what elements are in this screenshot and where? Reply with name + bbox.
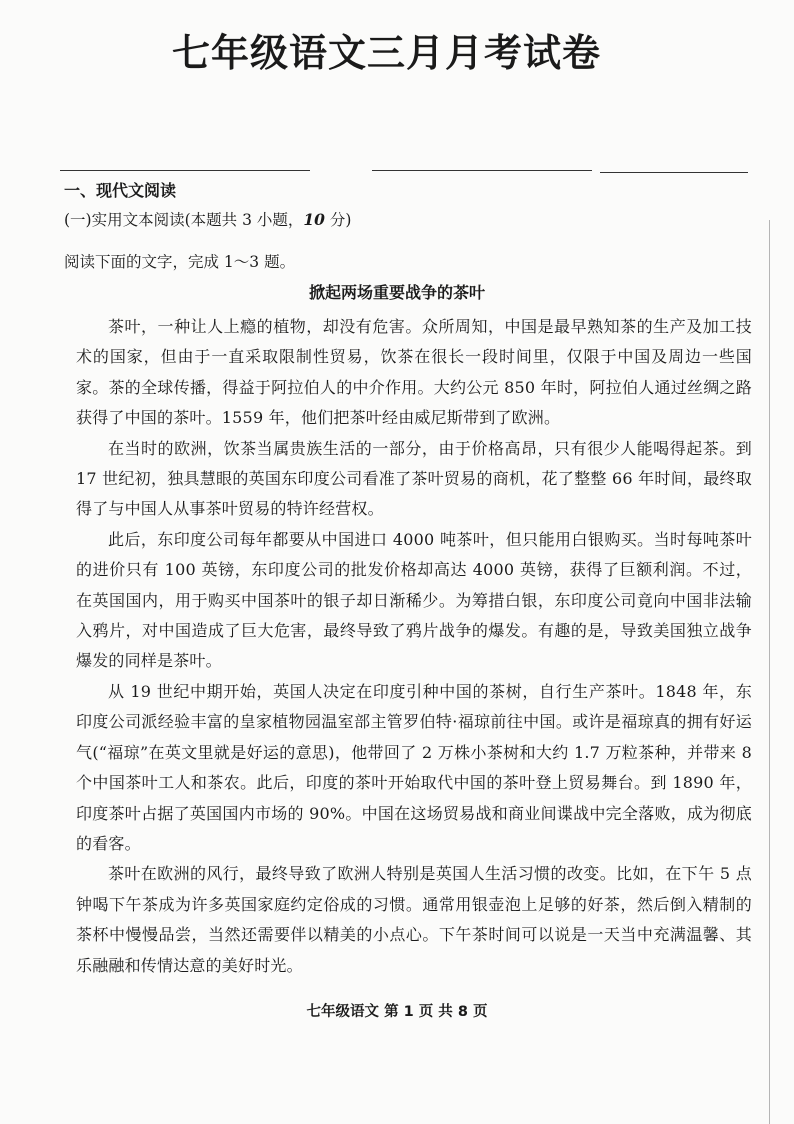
reading-instruction: 阅读下面的文字，完成 1～3 题。 — [64, 253, 296, 271]
page-footer: 七年级语文 第 1 页 共 8 页 — [306, 1004, 488, 1020]
article-paragraph: 此后，东印度公司每年都要从中国进口 4000 吨茶叶，但只能用白银购买。当时每吨茶叶的进价只有 100 英镑，东印度公司的批发价格却高达 4000 英镑，获得了巨额利润。不过，在英国国内，用于购买中国茶叶的银子却日渐稀少。为筹措白银，东印度公司竟向中国非法输入鸦片，对中国造成了巨大危害，最终导致了鸦片战争的爆发。有趣的是，导致美国独立战争爆发的同样是茶叶。 — [76, 529, 752, 671]
article-paragraph: 从 19 世纪中期开始，英国人决定在印度引种中国的茶树，自行生产茶叶。1848 年，东印度公司派经验丰富的皇家植物园温室部主管罗伯特·福琼前往中国。或许是福琼真的拥有好运气(“福琼”在英文里就是好运的意思)，他带回了 2 万株小茶树和大约 1.7 万粒茶种，并带来 8 个中国茶叶工人和茶农。此后，印度的茶叶开始取代中国的茶叶登上贸易舞台。到 1890 年，印度茶叶占据了英国国内市场的 90%。中国在这场贸易战和商业间谍战中完全落败，成为彻底的看客。 — [76, 681, 752, 853]
article-body — [76, 312, 752, 981]
subsection-heading — [64, 208, 351, 230]
header-rule-middle — [372, 170, 592, 171]
page-title: 七年级语文三月月考试卷 — [172, 31, 602, 75]
header-rule-left — [60, 170, 310, 171]
handwritten-score: 10 — [303, 210, 325, 229]
section-heading: 一、现代文阅读 — [64, 181, 177, 200]
header-rule-right — [600, 172, 748, 173]
page-edge-line — [769, 220, 770, 1124]
article-paragraph: 在当时的欧洲，饮茶当属贵族生活的一部分，由于价格高昂，只有很少人能喝得起茶。到 17 世纪初，独具慧眼的英国东印度公司看准了茶叶贸易的商机，花了整整 66 年时间，最终取得了与中国人从事茶叶贸易的特许经营权。 — [76, 438, 752, 519]
article-title: 掀起两场重要战争的茶叶 — [308, 283, 485, 302]
subsection-heading-suffix: 分) — [324, 211, 352, 229]
article-paragraph: 茶叶，一种让人上瘾的植物，却没有危害。众所周知，中国是最早熟知茶的生产及加工技术的国家，但由于一直采取限制性贸易，饮茶在很长一段时间里，仅限于中国及周边一些国家。茶的全球传播，得益于阿拉伯人的中介作用。大约公元 850 年时，阿拉伯人通过丝绸之路获得了中国的茶叶。1559 年，他们把茶叶经由威尼斯带到了欧洲。 — [76, 317, 752, 428]
article-paragraph: 茶叶在欧洲的风行，最终导致了欧洲人特别是英国人生活习惯的改变。比如，在下午 5 点钟喝下午茶成为许多英国家庭约定俗成的习惯。通常用银壶泡上足够的好茶，然后倒入精制的茶杯中慢慢品尝，当然还需要伴以精美的小点心。下午茶时间可以说是一天当中充满温馨、其乐融融和传情达意的美好时光。 — [76, 864, 752, 975]
subsection-heading-prefix: (一)实用文本阅读(本题共 3 小题， — [64, 211, 304, 229]
